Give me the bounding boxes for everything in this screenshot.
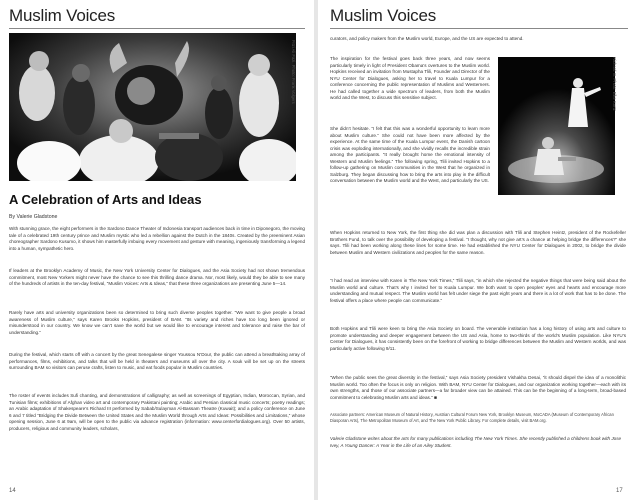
byline: By Valerie Gladstone bbox=[9, 214, 58, 220]
right-page bbox=[318, 0, 635, 500]
right-page-number: 17 bbox=[616, 488, 623, 494]
author-bio: Valerie Gladstone writes about the arts for many publications including The New York Times. She recently published a childrens book with Jose Ivey, A Young Dancer: A Year in the Life of an Ailey Student. bbox=[330, 436, 622, 448]
left-paragraph-1: With stunning grace, the eight performers in the Sardono Dance Theater of Indonesia transport audiences back in time in Diponegoro, the moving tale of a celebrated 19th century prince and Muslim mystic who led a rebellion against the Dutch in the 1840s. Created by the preeminent Asian choreographer Sardono Kusumo, it shows him masterfully imbuing every movement and gesture with meaning, ingeniously transforming a legend into a human, sympathetic hero. bbox=[9, 226, 305, 251]
associate-partners-note: Associate partners: American Museum of Natural History, Austrian Cultural Forum New York, Brooklyn Museum, MoCADA (Museum of Contemporary African Diasporan Arts), The Metropolitan Museum of Art, and The New York Public Library. For complete details, visit BAM.org. bbox=[330, 412, 614, 423]
performance-photo bbox=[9, 33, 296, 181]
left-paragraph-3: Rarely have arts and university organizations been so determined to bring such diverse peoples together. “We want to give people a broad awareness of Muslim culture,” says Karen Brooks Hopkins, president of BAM. “Its variety and riches have too long been ignored or misunderstood in our country. We know we can’t save the world but we would like to encourage interest and tolerance and raise the bar of understanding.” bbox=[9, 310, 305, 335]
left-paragraph-2: If leaders at the Brooklyn Academy of Music, the New York University Center for Dialogues, and the Asia Society had not shown tremendous commitment, most New Yorkers might never have the chance to see this thrilling dance drama. Nor, most likely, would they be able to see many of the hundreds of artists in the ten-day festival, “Muslim Voices: Arts & Ideas,” that these three organizations are presenting June 5—14. bbox=[9, 268, 305, 287]
performance-photo-credit-text: Fitzi Ali Fazi. Photo: Frank Volgers bbox=[291, 40, 296, 104]
richard-iii-photo-image bbox=[498, 57, 615, 195]
right-paragraph-5: “I had read an interview with Karen in The New York Times,” Tlili says, “in which she rejected the negative things that were being said about the Muslim world and culture. That’s why I invited her to Kuala Lumpur. We both want to open peoples’ eyes and hearts and encourage more understanding and mutual respect. The Muslim world has felt under siege the past eight years and there is a lot of work that has to be done. The festival offers a place where people can communicate.” bbox=[330, 278, 626, 303]
right-paragraph-3: She didn’t hesitate. “I felt that this was a wonderful opportunity to learn more about Muslim culture.” She could not have been more affected by the experience. At the same time of the Kuala Lumpur event, the Danish cartoon crisis was exploding internationally, and she vividly recalls the incredible strain among the participants. “It really brought home the emotional intensity of Western and Muslim feelings.” The following spring, Tlili invited Hopkins to a follow-up gathering on Muslim communities in the West that he organized in Salzburg. They began discussing how to bring the arts into play in the difficult conversation between the Muslim world and the West, and particularly the US. bbox=[330, 126, 490, 184]
left-paragraph-5: The roster of events includes Sufi chanting, and demonstrations of calligraphy; as well as screenings of Egyptian, Indian, Moroccan, Syrian, and Tunisian films; exhibitions of Afghan video art and contemporary Pakistani painting; Arabic and Persian classical music concerts; poetry readings; an Arabic adaptation of Shakespeare’s Richard III performed by Sabab/Sulayman Al-Bassam Theatre (Kuwait); and a policy conference on June 6 and 7 titled “Bridging the Divide Between the United States and the Muslim World through Arts and Ideas: Possibilities and Limitations,” whose opening session, June 6 at 9am, will be open to the public via advance registration (information: www.centerfordialogues.org). Over 50 artists, producers, religious and community leaders, scholars, bbox=[9, 393, 305, 431]
performance-photo-credit bbox=[291, 40, 308, 180]
right-paragraph-1: curators, and policy makers from the Muslim world, Europe, and the US are expected to attend. bbox=[330, 36, 524, 41]
right-paragraph-6: Both Hopkins and Tlili were keen to bring the Asia Society on board. The venerable institution has a long history of using arts and culture to promote understanding and deeper engagement between the US and Asia, home to two-thirds of the world’s Muslim population. Like NYU’s Center for Dialogues, it has consistently been on the forefront of working to bridge differences between the Muslim and Western worlds, and was particularly active following 9/11. bbox=[330, 326, 626, 351]
right-paragraph-7 bbox=[330, 375, 626, 401]
richard-iii-photo-credit-text: Richard III. Photo: Elke Kurtz bbox=[612, 57, 617, 111]
right-paragraph-2: The inspiration for the festival goes back three years, and now seems particularly timely in light of President Obama’s overtures to the Muslim world. Hopkins received an invitation from Mustapha Tlili, Founder and Director of the NYU Center for Dialogues, asking her to travel to Kuala Lumpur for a conference concerning the public representation of Muslims and Westerners. He had called together a wide spectrum of leaders, from both the Muslim world and the West, to discuss this sensitive subject. bbox=[330, 56, 490, 101]
right-paragraph-4: When Hopkins returned to New York, the first thing she did was plan a discussion with Tlili and Stephen Heintz, president of the Rockefeller Brothers Fund, to talk over the possibility of developing a festival. “I thought, why not give art’s a chance at helping bridge the differences?” she says. Tlili had been working along these lines for some time. He had established the NYU Center for Dialogues in 2002, to bridge the divide between Muslim and Western civilizations and peoples for the same reason. bbox=[330, 230, 626, 255]
end-mark: ■ bbox=[433, 394, 437, 401]
richard-iii-photo bbox=[498, 57, 615, 195]
left-page-header: Muslim Voices bbox=[9, 6, 116, 25]
left-paragraph-4: During the festival, which starts off with a concert by the great Senegalese singer Youssou N’Dour, the public can attend a breathtaking array of performances, films, exhibitions, and talks that will be held in theaters and museums all over the city. A souk will be set up on the streets surrounding BAM so visitors can peruse crafts, listen to music, and eat foods popular in Muslim countries. bbox=[9, 352, 305, 371]
left-header-rule bbox=[9, 28, 305, 29]
right-header-rule bbox=[330, 28, 628, 29]
left-page-number: 14 bbox=[9, 488, 16, 494]
left-page bbox=[0, 0, 314, 500]
article-title: A Celebration of Arts and Ideas bbox=[9, 192, 202, 207]
performance-photo-image bbox=[9, 33, 296, 181]
right-paragraph-7-text: “When the public sees the great diversity in the festival,” says Asia Society president Vishakha Desai, “it should dispel the idea of a monolithic Muslim world. Too often the focus is only on religion. With BAM, NYU Center for Dialogues, and our organization working together—each with its own strengths, and those of our associate partners—a far broader view can be attained. This can be the beginning of a long-term, broad-based commitment to celebrating Muslim arts and ideas.” bbox=[330, 375, 626, 400]
richard-iii-photo-credit bbox=[612, 57, 627, 195]
right-page-header: Muslim Voices bbox=[330, 6, 437, 25]
